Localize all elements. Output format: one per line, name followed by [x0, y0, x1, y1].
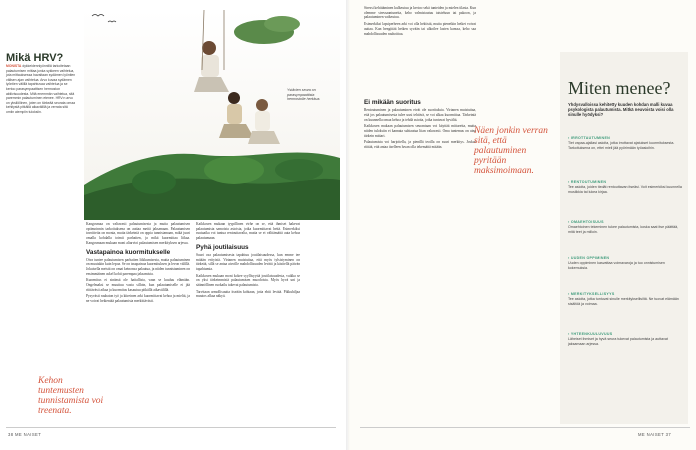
footer-rule [6, 427, 336, 428]
paragraph: Suuri osa palautumisesta tapahtuu joutilaisuudessa, kun emme tee mitään erityistä. Virtanen muistuttaa, että myös tylsistyminen on tärkeää, sillä se antaa aivoille mahdollisuuden levätä ja käsitellä päivän tapahtumia. [196, 252, 300, 271]
photo-caption: Ystävien seura on parasympaattista hermostolle herkkua. [287, 88, 321, 102]
sidebar-title: Mikä HRV? [6, 52, 64, 64]
paragraph: Rentoutuminen ja palautuminen eivät ole suorituksia. Virtanen muistuttaa, että jos palautumisesta tulee uusi tehtävä, se voi alkaa kuormittaa. Tärkeintä on kuunnella omaa kehoa ja tehdä asioita, jotka tuntuvat hyvältä. [364, 108, 476, 122]
sidebar-intro: Yhdysvalloissa kehitetty kuuden kohdan malli kuvaa psykologista palautumista. Mitkä neuvoista voisi olla sinulle hyödyksi? [568, 102, 674, 118]
right-sidebar [560, 52, 688, 424]
sidebar-title: Miten menee? [568, 78, 671, 98]
left-column-1 [86, 222, 190, 306]
sidebar-item [568, 292, 682, 306]
sidebar-item [568, 332, 682, 346]
sidebar-item [568, 136, 682, 150]
section-heading: Ei mikään suoritus [364, 99, 421, 107]
footer-rule [360, 427, 690, 428]
paragraph: Stressi kehittäminen kulkeutuu ja kertoo sekä tunteiden ja mielen tilasta. Kun olemme stressaantuneita, keho valmistautuu taisteluun tai pakoon, ja palautuminen vaikeutuu. [364, 6, 476, 20]
paragraph: Kaikkosen mukaan tyypillinen virhe on se, että ihmiset hakevat palautumista samoista asioista, jotka kuormittavat heitä. Esimerkiksi ruutuaika voi tuntua rentouttavalta, mutta se ei välttämättä auta kehoa palautumaan. [196, 222, 300, 241]
sidebar-item [568, 220, 682, 234]
page-footer: 38 ME NAISET [8, 432, 42, 437]
sidebar-item-text: Tee asioita, jotka tuntuvat sinulle merkityksellisiltä. Ne tuovat elämään sisältöä ja voimaa. [568, 297, 679, 306]
pull-quote: Kehon tuntemusten tunnistamista voi treenata. [38, 376, 104, 416]
sidebar-item-text: Tee asioita, joiden tiedät rentouttavan itseäsi. Voit esimerkiksi kuunnella musiikkia tai lukea kirjaa. [568, 185, 682, 194]
section-heading: Pyhä joutilaisuus [196, 243, 249, 251]
pull-quote-spacer [364, 38, 476, 96]
paragraph: Kaikkosen mukaan palautumisen seurantaan voi käyttää mittareita, mutta niiden tuloksiin ei kannata suhtautua liian vakavasti. Oma tuntemus on aina tärkein mittari. [364, 124, 476, 138]
right-column-1 [364, 6, 476, 152]
sidebar-item-text: Tiet vapaa-ajallasi asioita, jotka irrottavat ajatukset kuormituksesta. Tarkoituksena on, ettei mieli jää pyörimään työasioihin. [568, 141, 675, 150]
pull-quote: Näen jonkin verran sitä, että palautuminen pyritään maksimoimaan. [474, 126, 548, 176]
left-column-2 [196, 222, 300, 301]
paragraph: Tarvitaan armollisuutta itseään kohtaan, jotta ehtii levätä. Pikkuhiljaa muutos alkaa näkyä. [196, 289, 300, 299]
sidebar-item [568, 256, 682, 270]
paragraph: Pysyvästi rauhaton työ ja kiireinen arki kuormittavat kehoa ja mieltä, ja ne voivat heikentää palautumista merkittävästi. [86, 294, 190, 304]
paragraph: Palautumista voi harjoitella, ja pienillä teoilla on suuri merkitys. Joskus riittää, että antaa itselleen luvan olla tekemättä mitään. [364, 140, 476, 150]
sidebar-item-text: Uuden oppiminen kasvattaa voimavaroja ja tuo onnistumisen kokemuksia. [568, 261, 665, 270]
sidebar-lead: MONISTA [6, 64, 22, 68]
sidebar-item [568, 180, 682, 194]
sidebar-item-heading: ▪ OMAEHTOISUUS [568, 220, 682, 224]
sidebar-item-heading: ▪ IRROTTAUTUMINEN [568, 136, 682, 140]
paragraph: Oiva tuntee palautumisen parhaiten liikkumisesta, mutta palautuminen on muutakin kuin lepoa. Se on tasapainoa kuormituksen ja levon välillä. Jokaisella meistä on omat keinonsa palautua, ja niiden tunnistaminen on ensimmäinen askel kohti parempaa jaksamista. [86, 257, 190, 276]
sidebar-body: dykkeidennlyönnillä tarkoitetaan palautumisen mittaa jonka sykkeen vaihtelua, jota mittauksessa havaitaan sydämen lyöntien välisen ajan vaihtelua. Arvo kuvaa sydämen lyöntien välillä tapahtuvaa vaihtelua ja se kertoo parasympaattisen hermoston aktiivisuudesta. Mitä enemmän vaihtelua, sitä paremmin palautuminen etenee. HRV:n arvo on yksilöllinen, joten on tärkeää seurata omaa kehitystä pitkällä aikavälillä ja verrata sitä omiin aiempiin tuloksiin. [6, 64, 76, 114]
photo-illustration [84, 10, 340, 220]
section-heading: Vastapainoa kuormitukselle [86, 248, 171, 256]
page-footer: ME NAISET 37 [638, 432, 672, 437]
paragraph: Kuormitus ei sinänsä ole haitallista, vaan se kuuluu elämään. Ongelmaksi se muuttuu vasta silloin, kun palautumiselle ei jää riittävästi aikaa ja kuormitus kasautuu pitkällä aikavälillä. [86, 278, 190, 292]
sidebar-item-heading: ▪ MERKITYKSELLISYYS [568, 292, 682, 296]
sidebar-item-heading: ▪ YHTEENKUULUVUUS [568, 332, 682, 336]
hero-photo [84, 10, 340, 220]
sidebar-item-text: Läheiset ihmiset ja hyvä seura tukevat palautumista ja auttavat jaksamaan arjessa. [568, 337, 668, 346]
paragraph: Esimerkiksi lapsiperheen arki voi olla hektistä, mutta pienetkin hetket voivat auttaa. Kun hengittää hetken syvään tai ulkoilee lasten kanssa, keho saa mahdollisuuden rauhoittua. [364, 22, 476, 36]
sidebar-item-heading: ▪ RENTOUTUMINEN [568, 180, 682, 184]
right-page [348, 0, 696, 450]
sidebar-text [6, 64, 76, 115]
spine-shadow [346, 0, 350, 450]
paragraph: Kaikkosen mukaan moni kokee syyllisyyttä joutilaisuudesta, vaikka se on yksi tärkeimmistä palautumisen muodoista. Myös hyvä uni ja säännöllinen ruokailu tukevat palautumista. [196, 273, 300, 288]
sidebar-item-heading: ▪ UUDEN OPPIMINEN [568, 256, 682, 260]
paragraph: Kangosmaa on valtavasti palautumisesta ja mutta palautumisen optimoinnin tarkoituksena on auttaa meitä jaksamaan. Palautumisen tavoitteita on monia, mutta tärkeintä on oppia tunnistamaan, mikä juuri omalla kohdalla toimii parhaiten, ja mikä kuormittaa liikaa. Kangosmaan mukaan moni aliarvioi palautumisen merkityksen arjessa. [86, 222, 190, 245]
sidebar-item-text: Omaehtoinen tekeminen tukee palautumista, koska saat itse päättää, mitä teet ja milloin. [568, 225, 679, 234]
